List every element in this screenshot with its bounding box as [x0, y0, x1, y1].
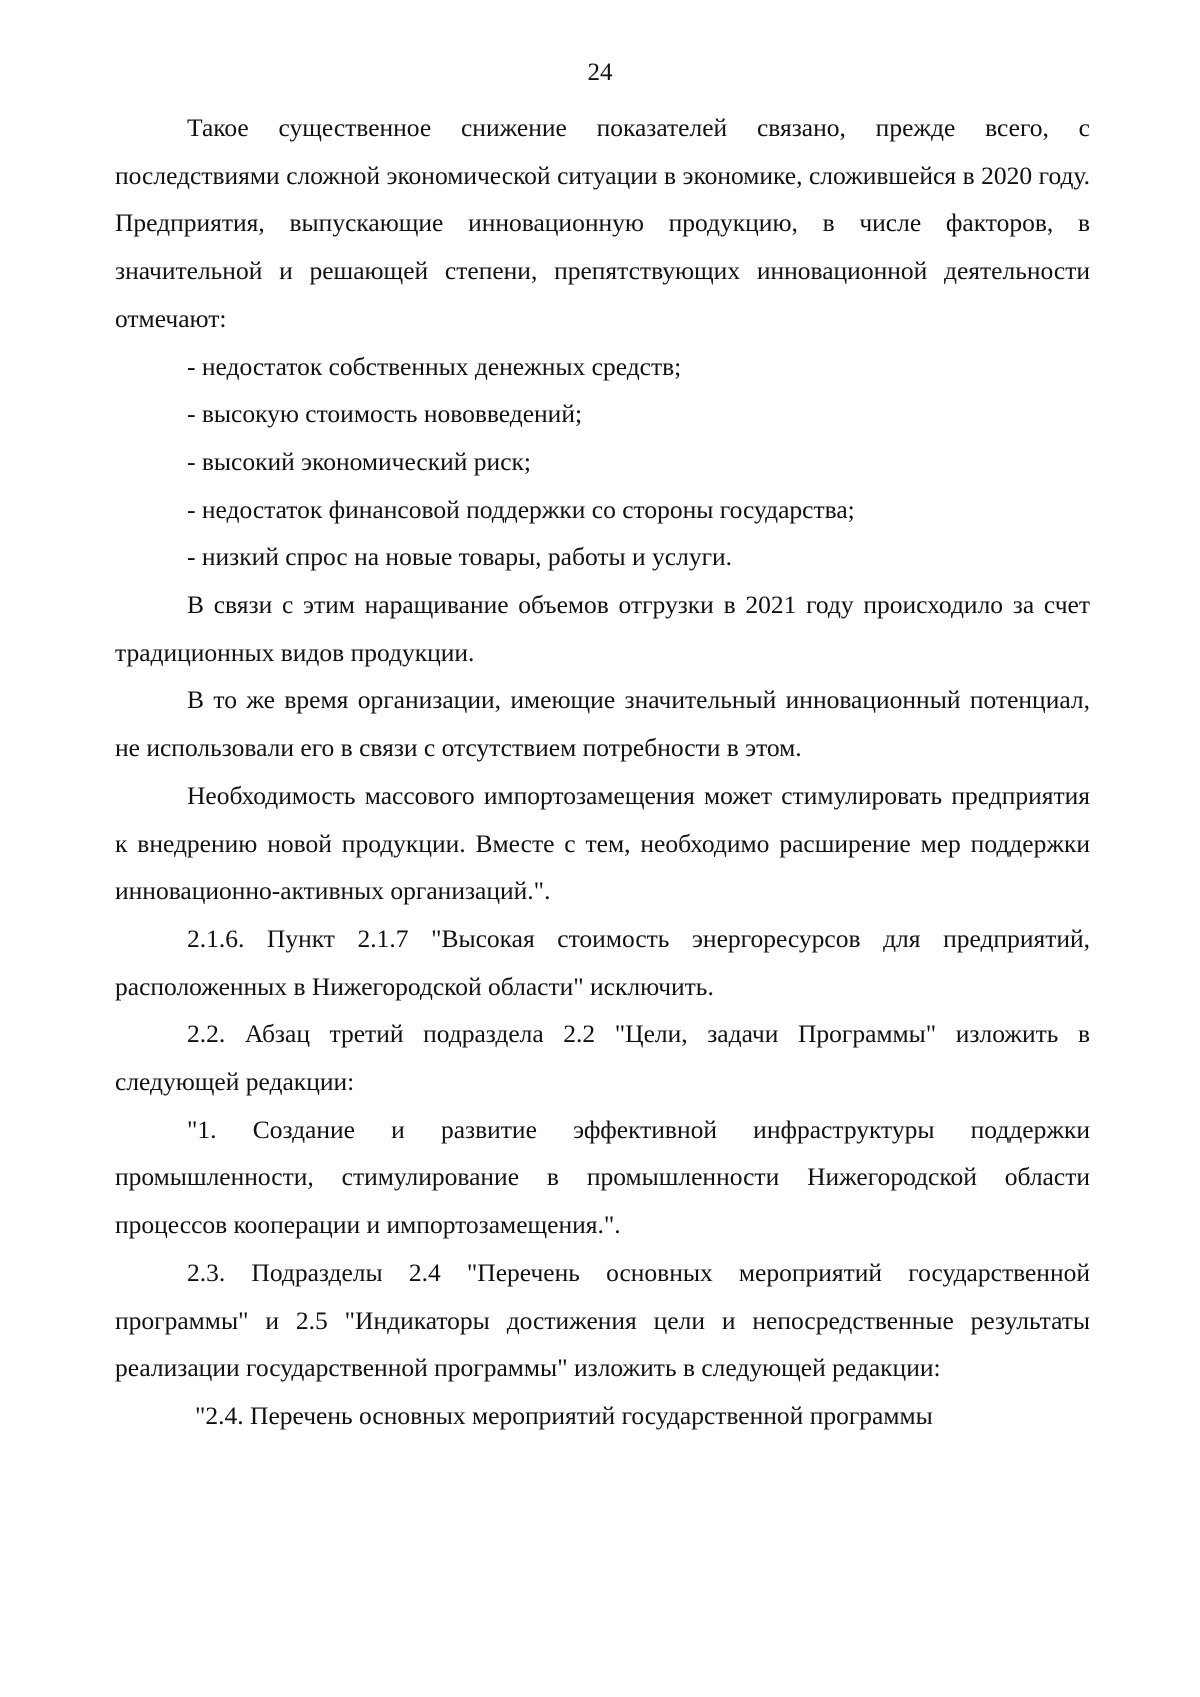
paragraph-intro: Такое существенное снижение показателей связано, прежде всего, с последствиями сложной экономической ситуации в экономике, сложившейся в 2020 году. Предприятия, выпускающие инновационную продукцию, в числе факторов, в значительной и решающей степени, препятствующих инновационной деятельности отмечают: — [115, 113, 1090, 333]
paragraph: В связи с этим наращивание объемов отгрузки в 2021 году происходило за счет традиционных видов продукции. — [115, 590, 1090, 667]
paragraph-quoted-goal: "1. Создание и развитие эффективной инфраструктуры поддержки промышленности, стимулирование в промышленности Нижегородской области процессов кооперации и импортозамещения.". — [115, 1114, 1090, 1240]
section-heading-2-4: "2.4. Перечень основных мероприятий государственной программы — [195, 1400, 933, 1430]
paragraph-item-2-1-6: 2.1.6. Пункт 2.1.7 "Высокая стоимость энергоресурсов для предприятий, расположенных в Нижегородской области" исключить. — [115, 923, 1090, 1001]
list-item: - низкий спрос на новые товары, работы и услуги. — [187, 542, 733, 572]
paragraph-item-2-3: 2.3. Подразделы 2.4 "Перечень основных мероприятий государственной программы" и 2.5 "Индикаторы достижения цели и непосредственные результаты реализации государственной программы" изложить в следующей редакции: — [115, 1257, 1090, 1383]
document-body — [115, 104, 1090, 1440]
list-item: - недостаток собственных денежных средств; — [187, 351, 682, 381]
paragraph: Необходимость массового импортозамещения может стимулировать предприятия к внедрению новой продукции. Вместе с тем, необходимо расширение мер поддержки инновационно-активных организаций.". — [115, 780, 1090, 906]
list-item: - высокий экономический риск; — [187, 446, 531, 476]
list-item: - высокую стоимость нововведений; — [187, 399, 583, 429]
page-number: 24 — [587, 59, 613, 86]
list-item: - недостаток финансовой поддержки со стороны государства; — [187, 494, 855, 524]
paragraph: В то же время организации, имеющие значительный инновационный потенциал, не использовали его в связи с отсутствием потребности в этом. — [115, 685, 1090, 763]
paragraph-item-2-2: 2.2. Абзац третий подраздела 2.2 "Цели, задачи Программы" изложить в следующей редакции: — [115, 1019, 1090, 1097]
